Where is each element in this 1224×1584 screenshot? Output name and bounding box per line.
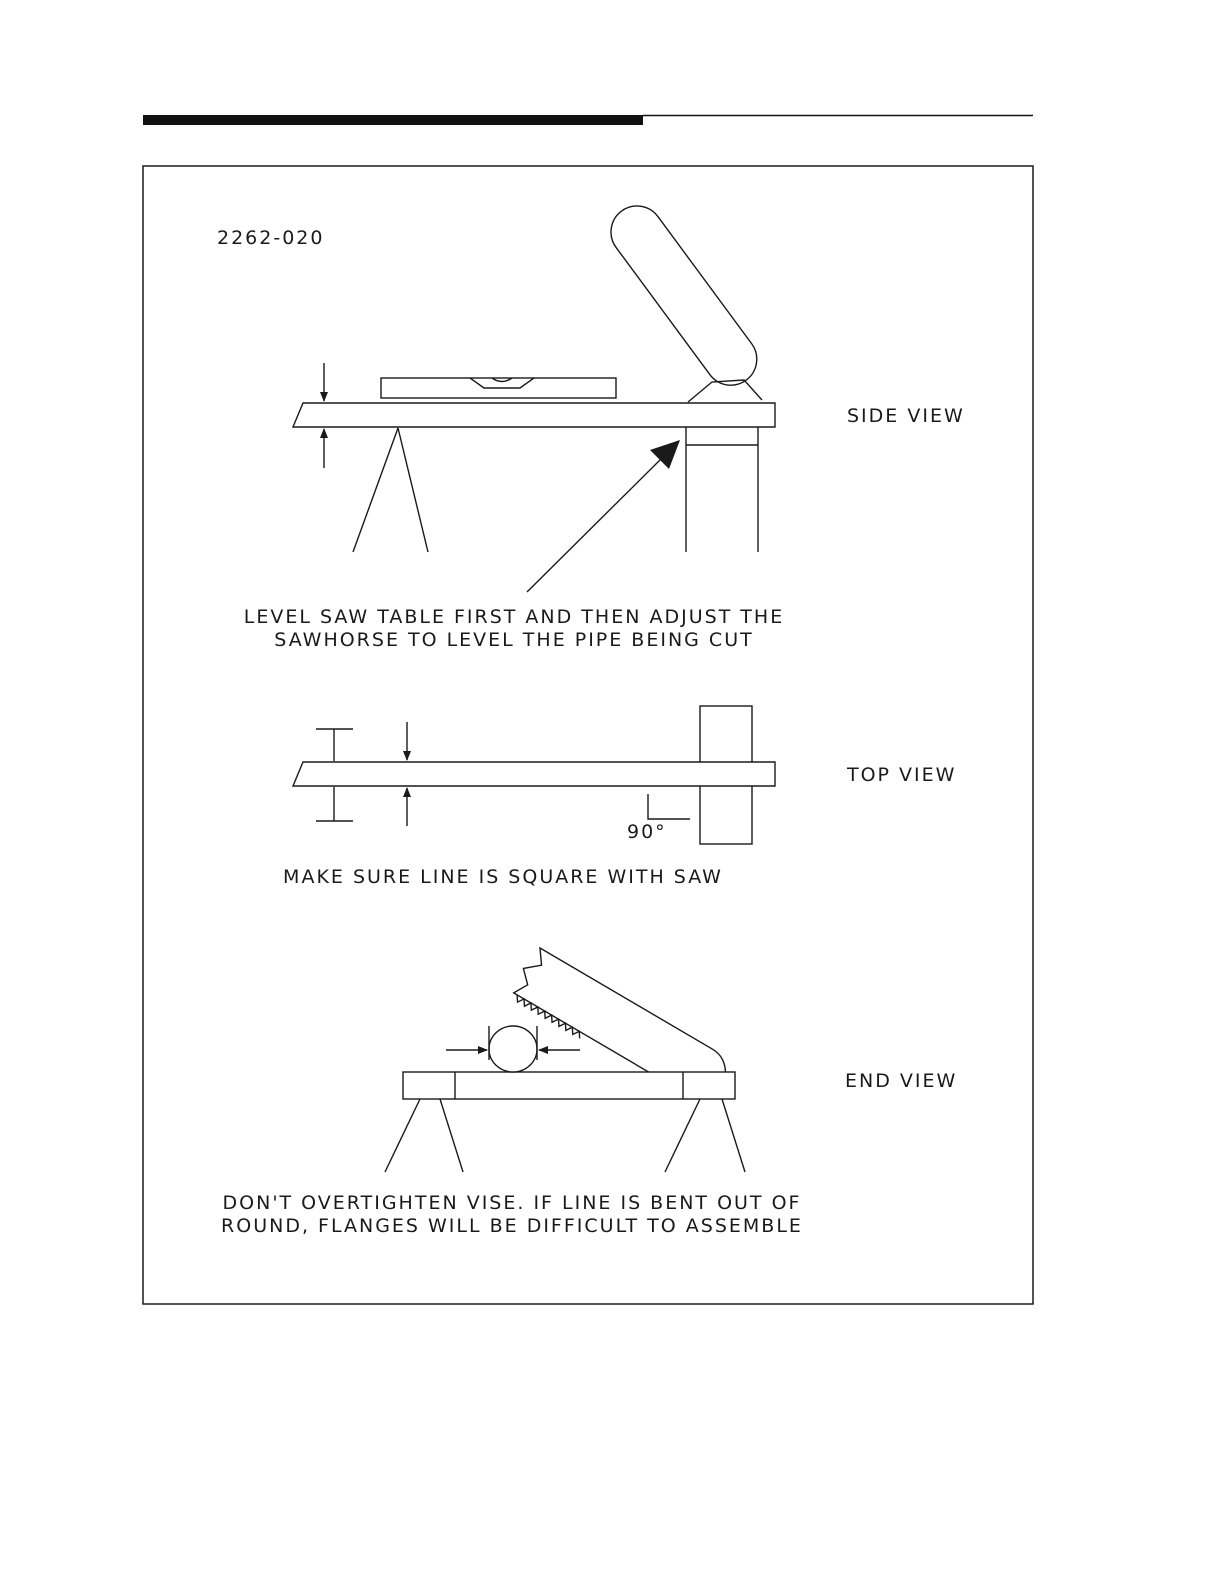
top-view-caption: MAKE SURE LINE IS SQUARE WITH SAW xyxy=(283,866,723,888)
vise-bed xyxy=(403,1072,735,1099)
figure-id: 2262-020 xyxy=(217,227,325,249)
angle-label: 90° xyxy=(627,821,667,843)
top-view xyxy=(283,706,956,888)
side-view-label: SIDE VIEW xyxy=(847,405,965,427)
side-pipe xyxy=(293,403,775,427)
vise-legs xyxy=(385,1099,745,1172)
end-view-caption-line2: ROUND, FLANGES WILL BE DIFFICULT TO ASSEMBLE xyxy=(221,1215,803,1237)
pipe-cross-section xyxy=(489,1026,537,1072)
right-angle-mark xyxy=(648,794,690,819)
saw-table xyxy=(686,427,758,552)
end-view-label: END VIEW xyxy=(845,1070,958,1092)
side-view-caption-line1: LEVEL SAW TABLE FIRST AND THEN ADJUST THE xyxy=(243,606,785,628)
sawhorse xyxy=(353,428,428,552)
side-view-caption-line2: SAWHORSE TO LEVEL THE PIPE BEING CUT xyxy=(274,629,754,651)
header-rule xyxy=(143,115,1033,125)
level-tool xyxy=(381,378,616,398)
leader-arrow xyxy=(527,440,680,592)
side-view xyxy=(244,196,965,651)
top-pipe xyxy=(293,762,775,786)
pipe-height-dimension xyxy=(320,363,328,468)
figure-frame xyxy=(143,166,1033,1304)
end-view-caption-line1: DON'T OVERTIGHTEN VISE. IF LINE IS BENT OUT OF xyxy=(222,1192,802,1214)
top-view-label: TOP VIEW xyxy=(847,764,957,786)
saw-arm xyxy=(601,196,767,396)
end-view xyxy=(221,946,957,1237)
